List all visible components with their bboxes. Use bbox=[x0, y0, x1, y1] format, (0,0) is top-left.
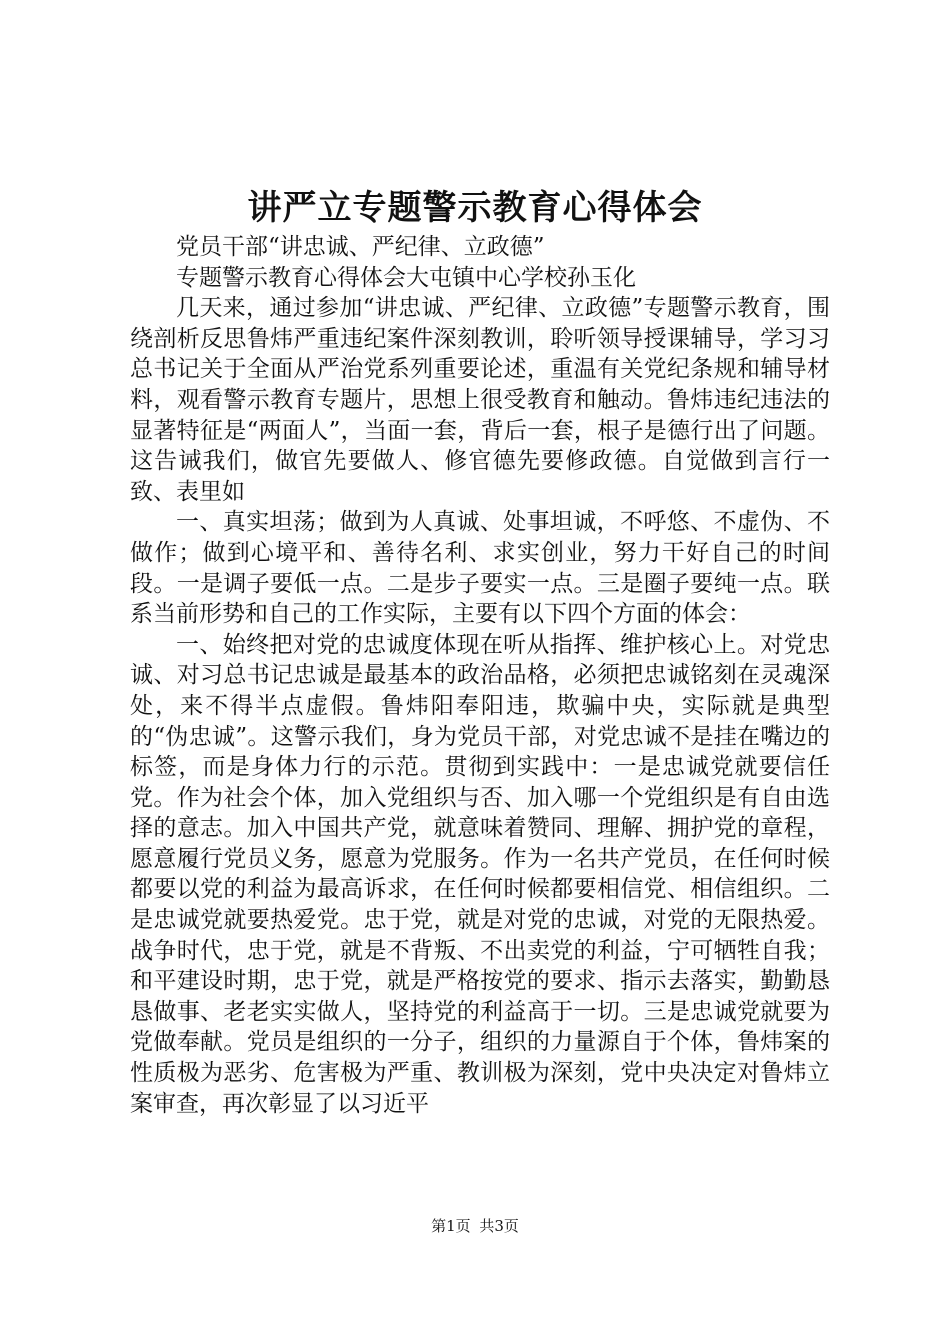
document-body bbox=[130, 232, 830, 1119]
subtitle-line-1: 党员干部“讲忠诚、严纪律、立政德” bbox=[176, 234, 545, 260]
subtitle-line-2: 专题警示教育心得体会大屯镇中心学校孙玉化 bbox=[176, 264, 636, 291]
body-paragraph: 一、始终把对党的忠诚度体现在听从指挥、维护核心上。对党忠诚、对习总书记忠诚是最基本的政治品格，必须把忠诚铭刻在灵魂深处，来不得半点虚假。鲁炜阳奉阳违，欺骗中央，实际就是典型的“伪忠诚”。这警示我们，身为党员干部，对党忠诚不是挂在嘴边的标签，而是身体力行的示范。贯彻到实践中：一是忠诚党就要信任党。作为社会个体，加入党组织与否、加入哪一个党组织是有自由选择的意志。加入中国共产党，就意味着赞同、理解、拥护党的章程，愿意履行党员义务，愿意为党服务。作为一名共产党员，在任何时候都要以党的利益为最高诉求，在任何时候都要相信党、相信组织。二是忠诚党就要热爱党。忠于党，就是对党的忠诚，对党的无限热爱。战争时代，忠于党，就是不背叛、不出卖党的利益，宁可牺牲自我；和平建设时期，忠于党，就是严格按党的要求、指示去落实，勤勤恳恳做事、老老实实做人，坚持党的利益高于一切。三是忠诚党就要为党做奉献。党员是组织的一分子，组织的力量源自于个体，鲁炜案的性质极为恶劣、危害极为严重、教训极为深刻，党中央决定对鲁炜立案审查，再次彰显了以习近平 bbox=[130, 631, 830, 1117]
page-total: 共3页 bbox=[479, 1217, 519, 1235]
page-footer bbox=[0, 1216, 950, 1236]
body-paragraph: 几天来，通过参加“讲忠诚、严纪律、立政德”专题警示教育，围绕剖析反思鲁炜严重违纪案件深刻教训，聆听领导授课辅导，学习习总书记关于全面从严治党系列重要论述，重温有关党纪条规和辅导材料，观看警示教育专题片，思想上很受教育和触动。鲁炜违纪违法的显著特征是“两面人”，当面一套，背后一套，根子是德行出了问题。这告诫我们，做官先要做人、修官德先要修政德。自觉做到言行一致、表里如 bbox=[130, 295, 830, 505]
page-number: 第1页 bbox=[431, 1217, 471, 1235]
document-title: 讲严立专题警示教育心得体会 bbox=[247, 188, 703, 228]
body-paragraph: 一、真实坦荡；做到为人真诚、处事坦诚，不呼悠、不虚伪、不做作；做到心境平和、善待名利、求实创业，努力干好自己的时间段。一是调子要低一点。二是步子要实一点。三是圈子要纯一点。联系当前形势和自己的工作实际，主要有以下四个方面的体会： bbox=[130, 509, 830, 628]
